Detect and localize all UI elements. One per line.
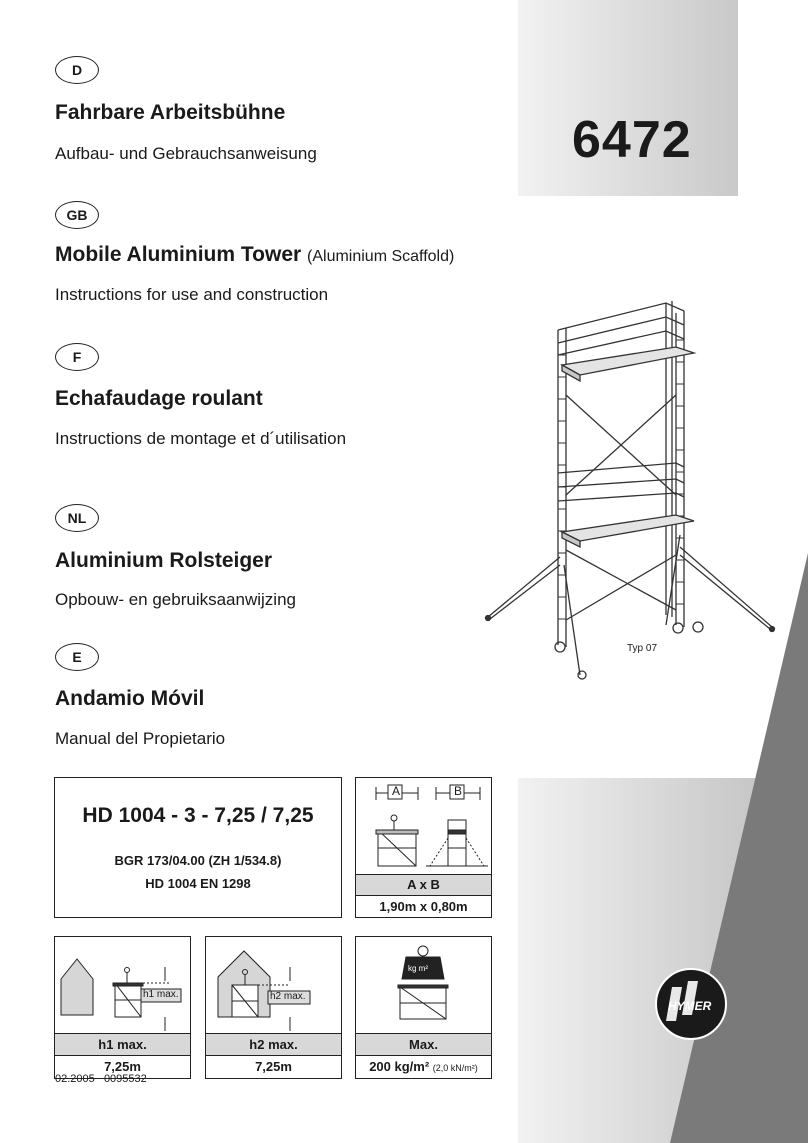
load-value: 200 kg/m²: [369, 1059, 430, 1074]
spec-model-line: HD 1004 - 3 - 7,25 / 7,25: [82, 804, 314, 827]
h1-header: h1 max.: [55, 1033, 190, 1056]
h2-value: 7,25m: [255, 1059, 292, 1074]
spec-norm-line-2: HD 1004 EN 1298: [145, 876, 251, 891]
dimensions-header: A x B: [356, 874, 491, 896]
brand-name: HYMER: [668, 999, 712, 1013]
load-box: [355, 936, 492, 1079]
language-badge-e: E: [55, 643, 99, 671]
h2-max-box: [205, 936, 342, 1079]
model-number: 6472: [572, 111, 692, 169]
language-badge-gb: GB: [55, 201, 99, 229]
subtitle-gb: Instructions for use and construction: [55, 285, 329, 304]
subtitle-f: Instructions de montage et d´utilisation: [55, 429, 347, 448]
brand-logo: [654, 967, 728, 1041]
language-badge-nl: NL: [55, 504, 99, 532]
h2-tag: h2 max.: [270, 991, 306, 1002]
scaffold-tower-illustration: [480, 295, 780, 685]
h1-tag: h1 max.: [143, 989, 179, 1000]
h1-value: 7,25m: [104, 1059, 141, 1074]
dimension-b-label: B: [453, 784, 462, 798]
title-f: Echafaudage roulant: [55, 387, 263, 410]
dimensions-value: 1,90m x 0,80m: [379, 899, 468, 914]
language-badge-d: D: [55, 56, 99, 84]
load-header: Max.: [356, 1033, 491, 1056]
h2-diagram: [206, 937, 340, 1032]
weight-tag: kg m²: [408, 964, 428, 973]
subtitle-e: Manual del Propietario: [55, 729, 226, 748]
dimensions-box: [355, 777, 492, 918]
illustration-label: Typ 07: [627, 643, 658, 654]
title-gb: Mobile Aluminium Tower (Aluminium Scaffold): [55, 243, 455, 266]
title-e: Andamio Móvil: [55, 687, 205, 710]
h2-header: h2 max.: [206, 1033, 341, 1056]
title-gb-extra: (Aluminium Scaffold): [307, 248, 455, 265]
footer-date: 02.2005: [55, 1073, 95, 1085]
dimensions-diagram: [356, 778, 490, 873]
footer: [55, 1073, 147, 1085]
load-diagram: [356, 937, 490, 1032]
load-value-note: (2,0 kN/m²): [432, 1063, 478, 1073]
title-nl: Aluminium Rolsteiger: [55, 549, 273, 572]
load-value-row: [356, 1057, 491, 1077]
h1-max-box: [54, 936, 191, 1079]
subtitle-d: Aufbau- und Gebrauchsanweisung: [55, 144, 317, 163]
footer-code: 0095532: [103, 1073, 147, 1085]
subtitle-nl: Opbouw- en gebruiksaanwijzing: [55, 590, 296, 609]
title-d: Fahrbare Arbeitsbühne: [55, 101, 286, 124]
spec-box: [54, 777, 342, 918]
language-badge-f: F: [55, 343, 99, 371]
h1-diagram: [55, 937, 189, 1032]
spec-norm-line-1: BGR 173/04.00 (ZH 1/534.8): [114, 853, 282, 868]
dimension-a-label: A: [391, 784, 400, 798]
